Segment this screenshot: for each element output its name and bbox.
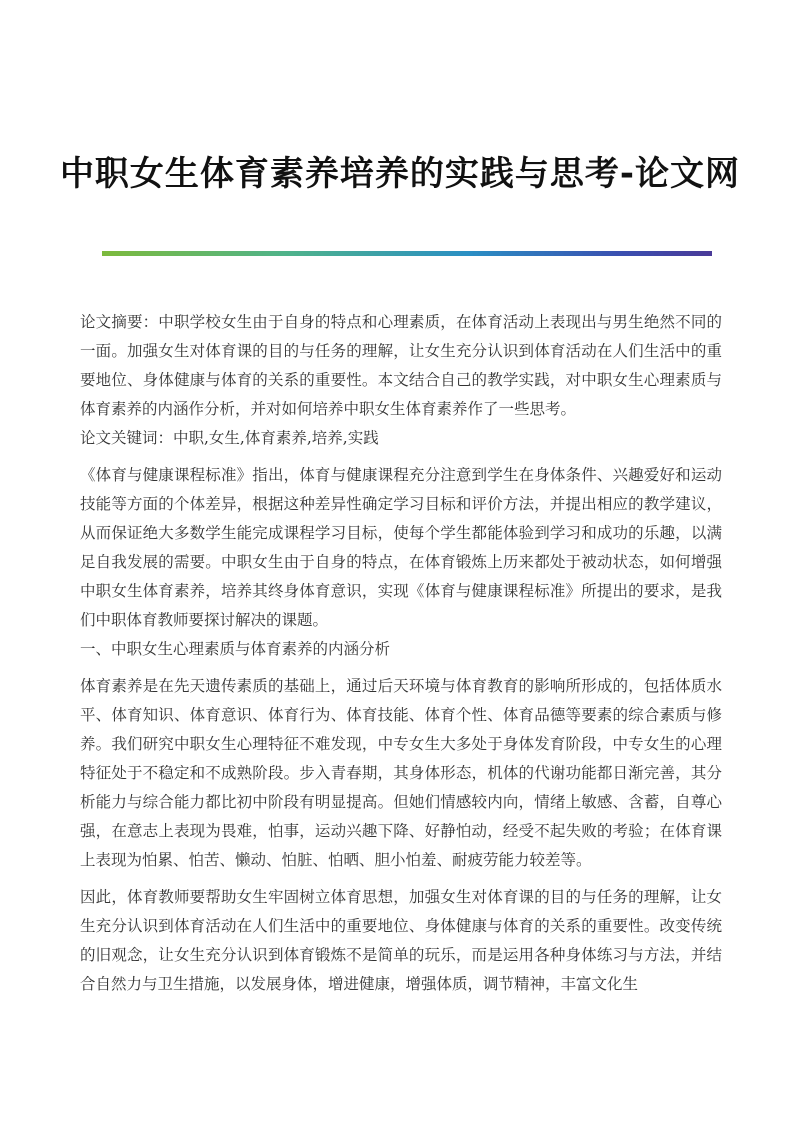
abstract-paragraph: 论文摘要：中职学校女生由于自身的特点和心理素质，在体育活动上表现出与男生绝然不同的一面。加强女生对体育课的目的与任务的理解，让女生充分认识到体育活动在人们生活中的重要地位、身体健康与体育的关系的重要性。本文结合自己的教学实践，对中职女生心理素质与体育素养的内涵作分析，并对如何培养中职女生体育素养作了一些思考。 (80, 313, 722, 418)
body-paragraph: 因此，体育教师要帮助女生牢固树立体育思想，加强女生对体育课的目的与任务的理解，让女生充分认识到体育活动在人们生活中的重要地位、身体健康与体育的关系的重要性。改变传统的旧观念，让女生充分认识到体育锻炼不是简单的玩乐，而是运用各种身体练习与方法，并结合自然力与卫生措施，以发展身体，增进健康，增强体质，调节精神，丰富文化生 (80, 888, 722, 993)
intro-paragraph: 《体育与健康课程标准》指出，体育与健康课程充分注意到学生在身体条件、兴趣爱好和运动技能等方面的个体差异，根据这种差异性确定学习目标和评价方法，并提出相应的教学建议，从而保证绝大多数学生能完成课程学习目标，使每个学生都能体验到学习和成功的乐趣，以满足自我发展的需要。中职女生由于自身的特点，在体育锻炼上历来都处于被动状态，如何增强中职女生体育素养，培养其终身体育意识，实现《体育与健康课程标准》所提出的要求，是我们中职体育教师要探讨解决的课题。 (80, 466, 722, 629)
keywords-line: 论文关键词：中职,女生,体育素养,培养,实践 (80, 429, 379, 447)
section-heading: 一、中职女生心理素质与体育素养的内涵分析 (80, 640, 391, 658)
body-paragraph: 体育素养是在先天遗传素质的基础上，通过后天环境与体育教育的影响所形成的，包括体质水平、体育知识、体育意识、体育行为、体育技能、体育个性、体育品德等要素的综合素质与修养。我们研究中职女生心理特征不难发现，中专女生大多处于身体发育阶段，中专女生的心理特征处于不稳定和不成熟阶段。步入青春期，其身体形态，机体的代谢功能都日渐完善，其分析能力与综合能力都比初中阶段有明显提高。但她们情感较内向，情绪上敏感、含蓄，自尊心强，在意志上表现为畏难，怕事，运动兴趣下降、好静怕动，经受不起失败的考验；在体育课上表现为怕累、怕苦、懒动、怕脏、怕晒、胆小怕羞、耐疲劳能力较差等。 (80, 677, 722, 869)
article-body (80, 308, 722, 999)
title-divider (102, 251, 712, 256)
page-title: 中职女生体育素养培养的实践与思考-论文网 (59, 154, 741, 194)
